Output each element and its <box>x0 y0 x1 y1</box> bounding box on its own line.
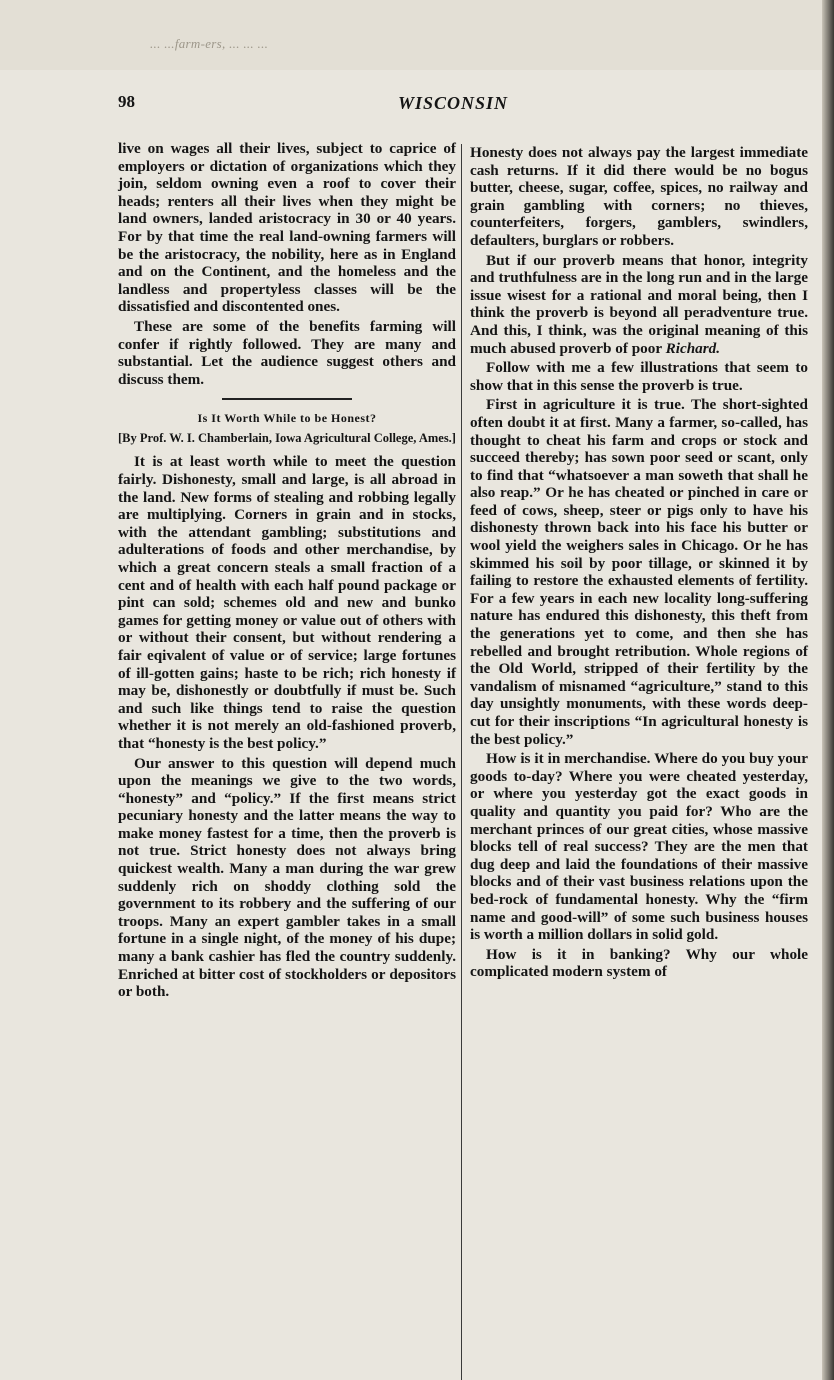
paragraph <box>470 252 808 358</box>
paragraph: Honesty does not always pay the largest immediate cash returns. If it did there would be no bogus butter, cheese, sugar, coffee, spices, no railway and grain gambling with corners; no thieves, counterfeiters, forgers, gamblers, swindlers, defaulters, burglars or robbers. <box>470 144 808 249</box>
column-divider <box>461 144 462 1380</box>
italic-name: Richard. <box>665 339 721 357</box>
paragraph: First in agriculture it is true. The short-sighted often doubt it at first. Many a farmer, so-called, has thought to cheat his farm and crops or stock and succeed thereby; has sown poor seed or scant, only to find that “whatsoever a man soweth that shall he also reap.” Or he has cheated or pinched in care or feed of cows, sheep, steer or pigs only to have his dishonesty thrown back into his face his butter or wool yield the weighers sales in Chicago. Or he has skimmed his soil by poor tillage, or skinned it by failing to restore the exhausted elements of fertility. For a few years in each new locality long-suffering nature has endured this dishonesty, this theft from the generations yet to come, and then she has rebelled and brought retribution. Whole regions of the Old World, stripped of their fertility by the vandalism of misnamed “agriculture,” stand to this day unsightly monuments, with these words deep-cut for their inscriptions “In agricultural honesty is the best policy.” <box>470 396 808 748</box>
paragraph: How is it in merchandise. Where do you buy your goods to-day? Where you were cheated yesterday, or where you yesterday got the exact goods in quality and quantity you paid for? Who are the merchant princes of our great cities, whose massive blocks tell of real success? They are the men that dug deep and laid the foundations of their massive blocks and of their vast business relations upon the bed-rock of fundamental honesty. Why the “firm name and good-will” of some such business houses is worth a million dollars in solid gold. <box>470 750 808 944</box>
article-byline: [By Prof. W. I. Chamberlain, Iowa Agricultural College, Ames.] <box>118 431 456 446</box>
paragraph: live on wages all their lives, subject to caprice of employers or dictation of organizations which they join, seldom owning even a roof to cover their heads; renters all their lives when they might be land owners, landed aristocracy in 30 or 40 years. For by that time the real land-owning farmers will be the aristocracy, the nobility, here as in England and on the Continent, and the homeless and the landless and propertyless classes will be the dissatisfied and discontented ones. <box>118 140 456 316</box>
paragraph: These are some of the benefits farming will confer if rightly followed. They are many and substantial. Let the audience suggest others and discuss them. <box>118 317 456 388</box>
left-column <box>118 140 456 1003</box>
bleed-through-area <box>0 0 834 70</box>
paragraph: How is it in banking? Why our whole complicated modern system of <box>470 945 808 981</box>
paragraph: It is at least worth while to meet the question fairly. Dishonesty, small and large, is all abroad in the land. New forms of stealing and robbing legally are multiplying. Corners in grain and in stocks, with the attendant gambling; substitutions and adulterations of foods and other merchandise, by which a great concern steals a small fraction of a cent and of health with each half pound package or pint can sold; schemes old and new and bunko games for getting money or value out of others with or without their consent, but without rendering a fair eqivalent of value or of service; large fortunes of ill-gotten gains; haste to be rich; rich honesty if may be, dishonestly or doubtfully if must be. Such and such like things tend to raise the question whether it is not merely an old-fashioned proverb, that “honesty is the best policy.” <box>118 453 456 752</box>
paragraph: Our answer to this question will depend much upon the meanings we give to the two words, “honesty” and “policy.” If the first means strict pecuniary honesty and the latter means the way to make money fastest for a time, then the proverb is not true. Strict honesty does not always bring quickest wealth. Many a man during the war grew suddenly rich on shoddy clothing sold the government to its robbery and the suffering of our troops. Many an expert gambler takes in a small fortune in a single night, of the money of his dupe; many a bank cashier has fled the country suddenly. Enriched at bitter cost of stockholders or depositors or both. <box>118 754 456 1001</box>
bleed-through-text: ... ...farm-ers, ... ... ... <box>150 36 269 51</box>
right-column <box>470 144 808 983</box>
page-number: 98 <box>118 92 135 111</box>
section-divider <box>222 398 352 400</box>
paragraph: Follow with me a few illustrations that seem to show that in this sense the proverb is true. <box>470 359 808 394</box>
running-head: WISCONSIN <box>398 93 509 113</box>
paragraph-text: But if our proverb means that honor, integrity and truthfulness are in the long run and in the large issue wisest for a rational and moral being, then I think the proverb is beyond all peradventure true. And this, I think, was the original meaning of this much abused proverb of poor <box>470 251 808 357</box>
page-edge-shadow <box>822 0 834 1380</box>
article-title: Is It Worth While to be Honest? <box>197 410 377 425</box>
